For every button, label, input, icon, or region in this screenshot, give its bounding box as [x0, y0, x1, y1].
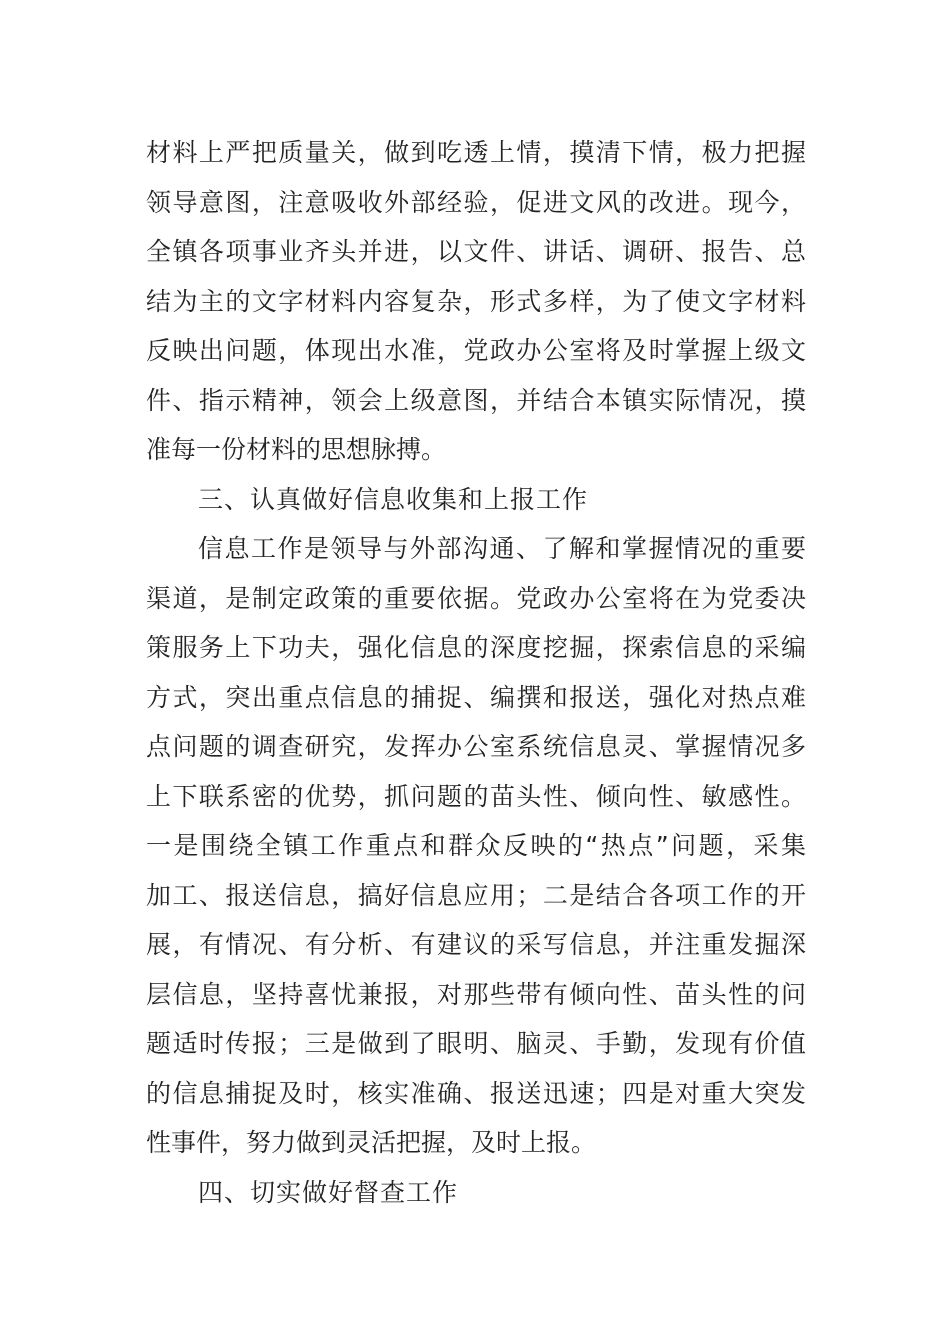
text-line: 层信息，坚持喜忧兼报，对那些带有倾向性、苗头性的问 — [146, 979, 806, 1009]
text-line: 方式，突出重点信息的捕捉、编撰和报送，强化对热点难 — [146, 682, 806, 712]
text-line: 题适时传报；三是做到了眼明、脑灵、手勤，发现有价值 — [146, 1029, 806, 1058]
text-line: 展，有情况、有分析、有建议的采写信息，并注重发掘深 — [146, 930, 806, 959]
text-line: 准每一份材料的思想脉搏。 — [146, 435, 447, 464]
text-line: 材料上严把质量关，做到吃透上情，摸清下情，极力把握 — [146, 138, 806, 167]
paragraph-material-quality — [146, 128, 806, 475]
text-line: 结为主的文字材料内容复杂，形式多样，为了使文字材料 — [146, 286, 806, 316]
text-line: 全镇各项事业齐头并进，以文件、讲话、调研、报告、总 — [146, 237, 806, 266]
text-line: 一是围绕全镇工作重点和群众反映的“热点”问题，采集 — [146, 831, 806, 860]
text-line: 性事件，努力做到灵活把握，及时上报。 — [146, 1128, 597, 1157]
document-body — [146, 128, 806, 1217]
text-line: 策服务上下功夫，强化信息的深度挖掘，探索信息的采编 — [146, 633, 806, 662]
text-line: 点问题的调查研究，发挥办公室系统信息灵、掌握情况多 — [146, 732, 806, 761]
section-heading-3: 三、认真做好信息收集和上报工作 — [198, 484, 589, 514]
text-line: 上下联系密的优势，抓问题的苗头性、倾向性、敏感性。 — [146, 781, 806, 811]
text-line: 领导意图，注意吸收外部经验，促进文风的改进。现今， — [146, 187, 806, 217]
section-heading-4: 四、切实做好督查工作 — [198, 1177, 459, 1207]
paragraph-information-work — [146, 524, 806, 1168]
text-line: 的信息捕捉及时，核实准确、报送迅速；四是对重大突发 — [146, 1078, 806, 1108]
text-line: 信息工作是领导与外部沟通、了解和掌握情况的重要 — [198, 534, 806, 563]
text-line: 件、指示精神，领会上级意图，并结合本镇实际情况，摸 — [146, 385, 806, 415]
text-line: 反映出问题，体现出水准，党政办公室将及时掌握上级文 — [146, 336, 806, 365]
text-line: 加工、报送信息，搞好信息应用；二是结合各项工作的开 — [146, 880, 806, 910]
text-line: 渠道，是制定政策的重要依据。党政办公室将在为党委决 — [146, 583, 806, 613]
